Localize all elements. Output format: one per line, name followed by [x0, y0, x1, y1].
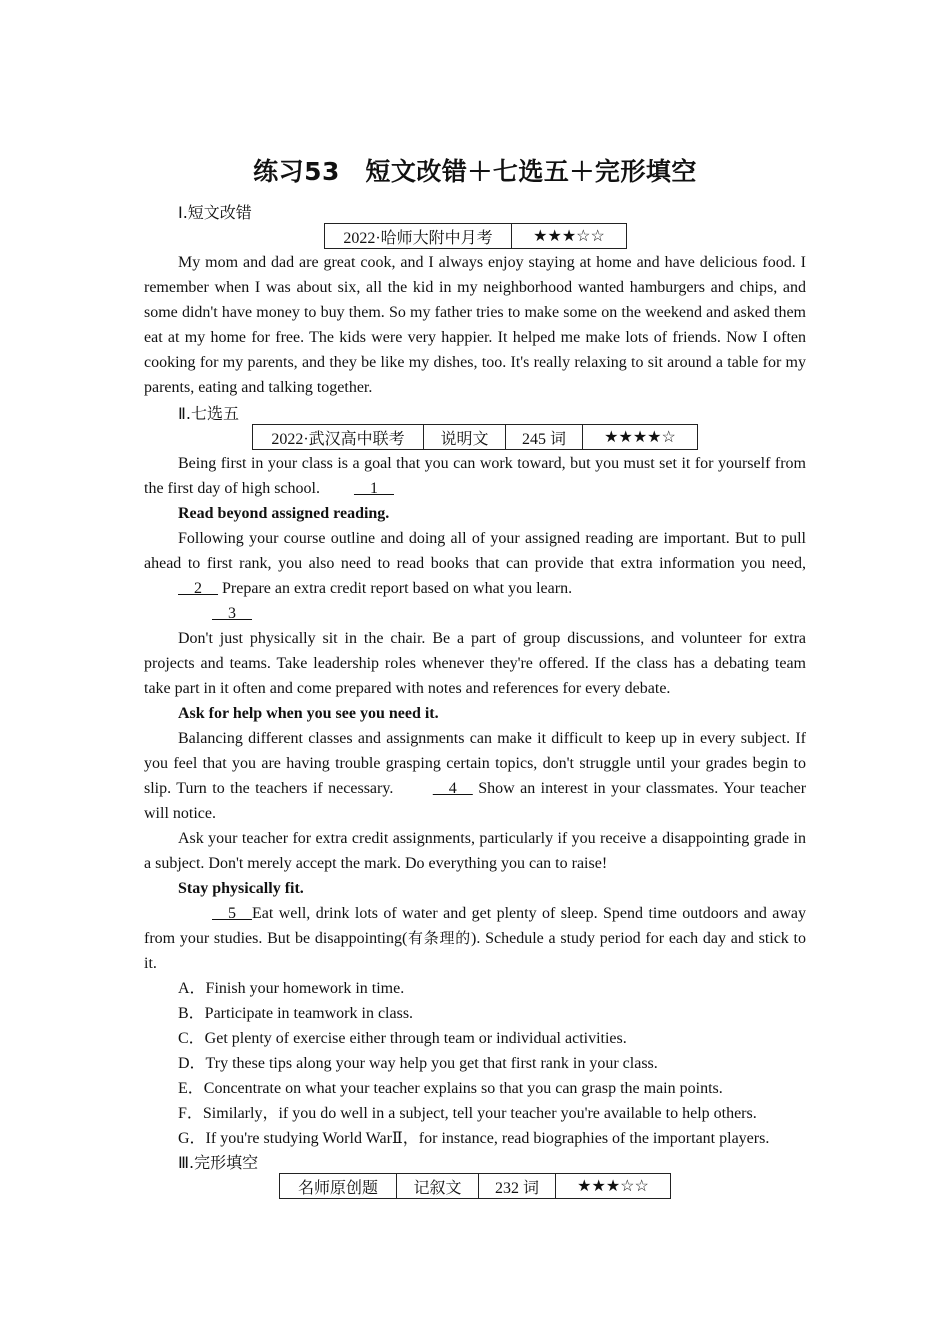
option-a: A．Finish your homework in time.: [178, 980, 405, 997]
option-d: D．Try these tips along your way help you get that first rank in your class.: [178, 1055, 658, 1072]
meta-genre: 记叙文: [397, 1174, 479, 1199]
paragraph-help: Balancing different classes and assignments can make it difficult to keep up in every subject. If you feel that you are having trouble grasping certain topics, don't struggle until your grades begin to slip. Turn to the teachers if necessary. 4 Show an interest in your classmates. Your teacher will notice.: [144, 730, 807, 822]
paragraph-participate: Don't just physically sit in the chair. Be a part of group discussions, and volunteer for extra projects and teams. Take leadership roles whenever they're offered. If the class has a debating team take part in it often and come prepared with notes and references for every debate.: [144, 630, 806, 697]
blank-1: 1: [353, 480, 394, 497]
meta-source: 名师原创题: [280, 1174, 397, 1199]
section-heading-1: Ⅰ.短文改错: [178, 203, 252, 222]
page-title: 练习53 短文改错＋七选五＋完形填空: [253, 157, 697, 186]
meta-difficulty: ★★★★☆: [583, 425, 698, 450]
meta-source: 2022·武汉高中联考: [253, 425, 424, 450]
paragraph-fit: 5 Eat well, drink lots of water and get plenty of sleep. Spend time outdoors and away from your studies. But be disappointing(有条理的). Schedule a study period for each day and stick to it.: [144, 901, 806, 976]
blank-3: 3: [212, 605, 253, 622]
option-e: E．Concentrate on what your teacher explains so that you can grasp the main points.: [178, 1080, 723, 1097]
blank-5: 5: [212, 905, 253, 922]
option-c: C．Get plenty of exercise either through team or individual activities.: [178, 1030, 627, 1047]
correction-passage: My mom and dad are great cook, and I always enjoy staying at home and have delicious food. I remember when I was about six, all the kid in my neighborhood wanted hamburgers and chips, and some didn't have money to buy them. So my father tries to make some on the weekend and asked them eat at my home for free. The kids were very happier. It helped me make lots of friends. Now I often cooking for my parents, and they be like my dishes, too. It's really relaxing to sit around a table for my parents, eating and talking together.: [144, 254, 806, 396]
section-heading-2: Ⅱ.七选五: [178, 404, 239, 423]
meta-difficulty: ★★★☆☆: [512, 224, 627, 249]
meta-word-count: 232 词: [479, 1174, 556, 1199]
paragraph-credit: Ask your teacher for extra credit assignments, particularly if you receive a disappointing grade in a subject. Don't merely accept the mark. Do everything you can to raise!: [144, 830, 806, 872]
meta-source: 2022·哈师大附中月考: [325, 224, 512, 249]
meta-word-count: 245 词: [506, 425, 583, 450]
section1-meta-table: [324, 223, 627, 249]
blank-3-line: [144, 601, 806, 626]
blank-2: 2: [178, 580, 219, 597]
section2-meta-table: [252, 424, 698, 450]
subheading-fit: Stay physically fit.: [178, 880, 304, 897]
option-b: B．Participate in teamwork in class.: [178, 1005, 414, 1022]
subheading-help: Ask for help when you see you need it.: [178, 705, 439, 722]
section-heading-3: Ⅲ.完形填空: [178, 1153, 259, 1172]
option-g: G．If you're studying World WarⅡ，for instance, read biographies of the important players.: [178, 1130, 770, 1147]
meta-genre: 说明文: [424, 425, 506, 450]
section3-meta-table: [279, 1173, 671, 1199]
blank-4: 4: [432, 780, 473, 797]
subheading-read: Read beyond assigned reading.: [178, 505, 390, 522]
meta-difficulty: ★★★☆☆: [556, 1174, 671, 1199]
option-f: F．Similarly，if you do well in a subject, tell your teacher you're available to help others.: [178, 1105, 757, 1122]
paragraph-reading: Following your course outline and doing all of your assigned reading are important. But to pull ahead to first rank, you also need to read books that can provide that extra information you need, 2 Prepare an extra credit report based on what you learn.: [144, 526, 806, 601]
paragraph-intro: Being first in your class is a goal that you can work toward, but you must set it for yourself from the first day of high school. 1: [144, 451, 806, 501]
